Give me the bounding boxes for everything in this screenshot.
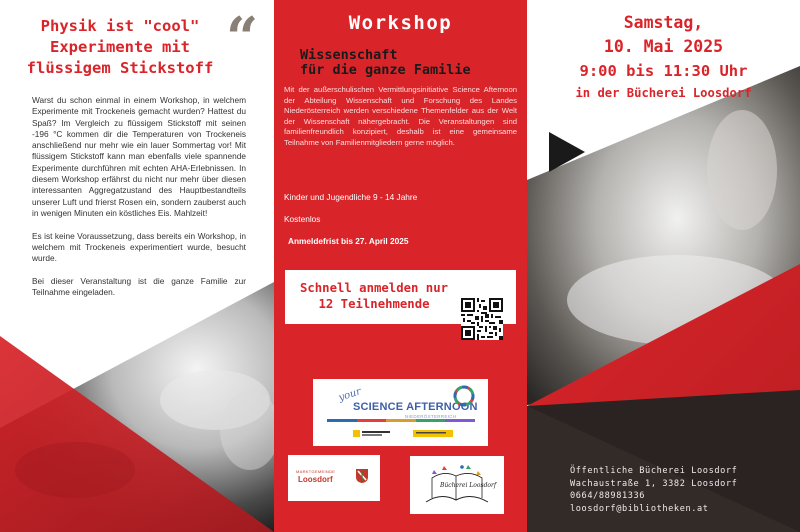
- coat-of-arms-icon: [356, 469, 368, 483]
- logo-science-afternoon-text: SCIENCE AFTERNOON: [353, 401, 478, 413]
- contact-phone[interactable]: 0664/88981336: [570, 491, 646, 501]
- loosdorf-small-text: MARKTGEMEINDE: [296, 469, 336, 474]
- right-panel: [527, 0, 800, 532]
- quote-mark-icon: “: [226, 5, 259, 71]
- workshop-title: Workshop: [348, 12, 453, 34]
- logo-your-text: your: [337, 386, 363, 404]
- contact-email[interactable]: loosdorf@bibliotheken.at: [570, 503, 709, 514]
- event-date: 10. Mai 2025: [603, 37, 724, 56]
- paragraph-family: Bei dieser Veranstaltung ist die ganze Familie zur Teilnahme eingeladen.: [32, 275, 246, 298]
- middle-panel: [274, 0, 527, 532]
- loosdorf-name-text: Loosdorf: [298, 475, 333, 484]
- paragraph-intro: Warst du schon einmal in einem Workshop, in welchem Experimente mit Trockeneis gemacht wurden? Hattest du Spaß? Im Vergleich zu flüssigem Stickstoff mit seinen -196 °C kommen dir die Temperaturen von Trockeneis anschließend nur mehr wie ein lauer Sommertag vor! Mit flüssigem Stickstoff kann man ebenfalls viele spannende Experimente durchführen mit echten AHA-Erlebnissen. In diesem Workshop erfährst du nicht nur mehr über diesen interessanten Aggregatzustand des Hauptbestandteils unserer Luft und frierst Rosen ein, sondern zauberst auch in wenigen Minuten ein köstliches Eis. Mahlzeit!: [32, 95, 246, 218]
- paragraph-requirement: Es ist keine Voraussetzung, dass bereits ein Workshop, in welchem mit Trockeneis experimentiert wurde, besucht wurde.: [32, 230, 246, 264]
- audience-text: Kinder und Jugendliche 9 - 14 Jahre: [284, 192, 418, 202]
- cost-text: Kostenlos: [284, 214, 321, 224]
- left-panel: [0, 0, 274, 532]
- qr-code-icon[interactable]: [461, 298, 503, 340]
- workshop-subtitle: Wissenschaft für die ganze Familie: [300, 47, 471, 78]
- event-day: Samstag,: [623, 13, 704, 32]
- registration-box[interactable]: [285, 270, 516, 324]
- loosdorf-logo: [288, 455, 380, 501]
- event-location: in der Bücherei Loosdorf: [575, 86, 752, 100]
- registration-text: Schnell anmelden nur 12 Teilnehmende: [299, 281, 449, 311]
- sponsor-logo-icon: [353, 429, 393, 438]
- event-time: 9:00 bis 11:30 Uhr: [579, 62, 748, 80]
- color-stripe: [327, 419, 475, 422]
- library-logo-text: Bücherei Loosdorf: [440, 482, 497, 489]
- contact-block: [570, 465, 780, 515]
- science-afternoon-logo: [313, 379, 488, 446]
- contact-address: Wachaustraße 1, 3382 Loosdorf: [570, 478, 738, 489]
- contact-name: Öffentliche Bücherei Loosdorf: [570, 466, 738, 476]
- logo-region-text: NIEDERÖSTERREICH: [405, 414, 457, 419]
- left-body-text: [32, 95, 246, 310]
- sponsor-logo-icon-2: [413, 429, 453, 438]
- color-wheel-icon: [453, 385, 475, 407]
- workshop-intro: Mit der außerschulischen Vermittlungsinitiative Science Afternoon der Abteilung Wissenschaft und Forschung des Landes Niederösterreich werden verschiedene Themenfelder aus der Welt der Wissenschaft nähergebracht. Die Veranstaltungen sind familienfreundlich konzipiert, deshalb ist eine gemeinsame Teilnahme von Familienmitgliedern gerne möglich.: [284, 85, 517, 147]
- left-title: Physik ist "cool" Experimente mit flüssigem Stickstoff: [26, 17, 214, 77]
- deadline-text: Anmeldefrist bis 27. April 2025: [288, 236, 409, 246]
- library-logo: [410, 456, 504, 514]
